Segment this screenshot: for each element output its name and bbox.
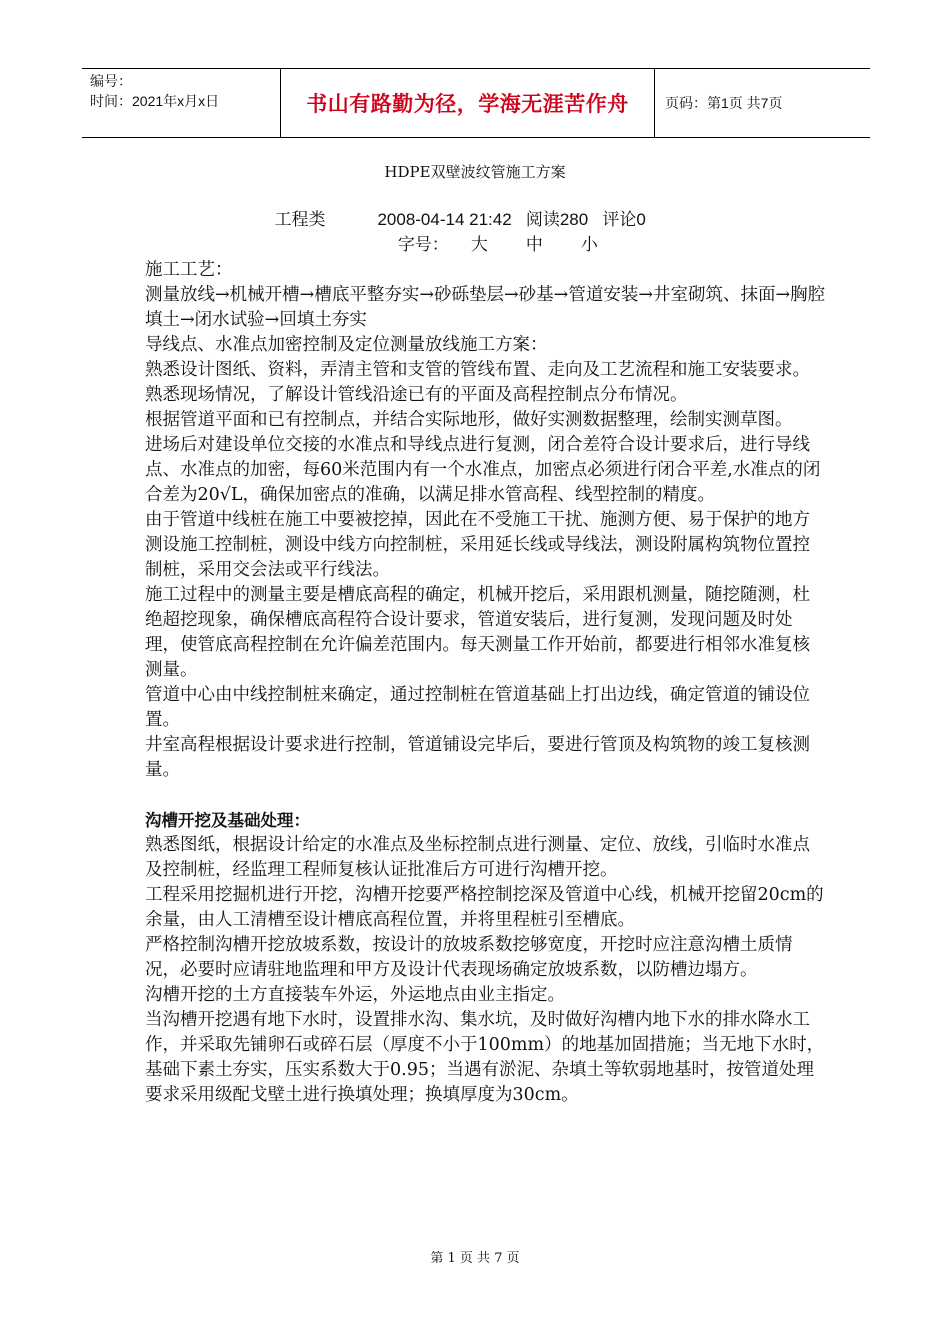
- font-size-small-link[interactable]: 小: [580, 235, 598, 255]
- article-category[interactable]: 工程类: [274, 210, 326, 229]
- body-paragraph: 熟悉设计图纸、资料，弄清主管和支管的管线布置、走向及工艺流程和施工安装要求。: [145, 360, 810, 380]
- body-paragraph: 导线点、水准点加密控制及定位测量放线施工方案：: [145, 335, 548, 355]
- header-page-info: 页码：第1页 共7页: [665, 95, 783, 111]
- body-paragraph: 测量放线→机械开槽→槽底平整夯实→砂砾垫层→砂基→管道安装→井室砌筑、抹面→胸腔填土→闭水试验→回填土夯实: [145, 285, 826, 330]
- body-paragraph: 熟悉图纸，根据设计给定的水准点及坐标控制点进行测量、定位、放线，引临时水准点及控制桩，经监理工程师复核认证批准后方可进行沟槽开挖。: [145, 835, 810, 880]
- body-paragraph: 管道中心由中线控制桩来确定，通过控制桩在管道基础上打出边线，确定管道的铺设位置。: [145, 685, 810, 730]
- header-page-cell: [655, 69, 870, 137]
- font-size-large-link[interactable]: 大: [470, 235, 488, 255]
- font-size-medium-link[interactable]: 中: [525, 235, 543, 255]
- body-paragraph: 根据管道平面和已有控制点，并结合实际地形，做好实测数据整理，绘制实测草图。: [145, 410, 793, 430]
- article-body: [145, 258, 827, 1108]
- document-number-label: 编号：: [90, 73, 132, 89]
- body-paragraph: 井室高程根据设计要求进行控制，管道铺设完毕后，要进行管顶及构筑物的竣工复核测量。: [145, 735, 810, 780]
- body-paragraph: 沟槽开挖的土方直接装车外运，外运地点由业主指定。: [145, 985, 565, 1005]
- article-stats: 2008-04-14 21:42 阅读280 评论0: [377, 210, 646, 229]
- section-heading: 沟槽开挖及基础处理：: [145, 811, 310, 830]
- page-footer: 第 1 页 共 7 页: [430, 1251, 520, 1266]
- font-size-label: 字号：: [397, 235, 449, 255]
- body-paragraph: 进场后对建设单位交接的水准点和导线点进行复测，闭合差符合设计要求后，进行导线点、水准点的加密，每60米范围内有一个水准点，加密点必须进行闭合平差,水准点的闭合差为20√L，确保加密点的准确，以满足排水管高程、线型控制的精度。: [145, 435, 821, 505]
- body-paragraph: 工程采用挖掘机进行开挖，沟槽开挖要严格控制挖深及管道中心线，机械开挖留20cm的余量，由人工清槽至设计槽底高程位置，并将里程桩引至槽底。: [145, 885, 824, 930]
- body-paragraph: 施工过程中的测量主要是槽底高程的确定，机械开挖后，采用跟机测量，随挖随测，杜绝超挖现象，确保槽底高程符合设计要求，管道安装后，进行复测，发现问题及时处理，使管底高程控制在允许偏差范围内。每天测量工作开始前，都要进行相邻水准复核测量。: [145, 585, 810, 680]
- body-paragraph: 严格控制沟槽开挖放坡系数，按设计的放坡系数挖够宽度，开挖时应注意沟槽土质情况，必要时应请驻地监理和甲方及设计代表现场确定放坡系数，以防槽边塌方。: [145, 935, 793, 980]
- body-paragraph: 施工工艺：: [145, 260, 233, 280]
- body-paragraph: 由于管道中线桩在施工中要被挖掉，因此在不受施工干扰、施测方便、易于保护的地方测设施工控制桩，测设中线方向控制桩，采用延长线或导线法，测设附属构筑物位置控制桩，采用交会法或平行线法。: [145, 510, 810, 580]
- document-time-label: 时间：2021年x月x日: [90, 93, 220, 109]
- header-motto: 书山有路勤为径，学海无涯苦作舟: [306, 92, 629, 116]
- header-info-cell: [82, 69, 280, 137]
- header-motto-cell: [280, 69, 655, 137]
- article-title: HDPE双壁波纹管施工方案: [384, 163, 566, 181]
- font-size-selector: [387, 210, 598, 255]
- body-paragraph: 当沟槽开挖遇有地下水时，设置排水沟、集水坑，及时做好沟槽内地下水的排水降水工作，并采取先铺卵石或碎石层（厚度不小于100mm）的地基加固措施；当无地下水时，基础下素土夯实，压实系数大于0.95；当遇有淤泥、杂填土等软弱地基时，按管道处理要求采用级配戈壁土进行换填处理；换填厚度为30cm。: [145, 1010, 825, 1105]
- header-table: [82, 68, 870, 138]
- body-paragraph: 熟悉现场情况，了解设计管线沿途已有的平面及高程控制点分布情况。: [145, 385, 688, 405]
